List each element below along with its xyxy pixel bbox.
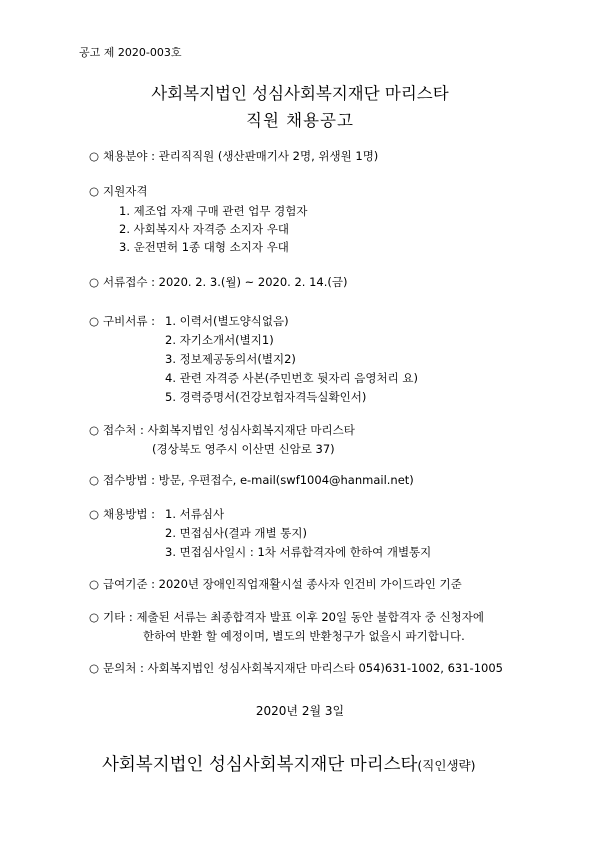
period-text: 서류접수 : 2020. 2. 3.(월) ~ 2020. 2. 14.(금) [103, 275, 348, 289]
bullet-circle: ○ [89, 314, 100, 328]
footer-org-name: 사회복지법인 성심사회복지재단 마리스타 [102, 755, 418, 775]
qualification-item: 2. 사회복지사 자격증 소지자 우대 [119, 222, 290, 236]
bullet-circle: ○ [89, 184, 100, 198]
section-hiring [89, 506, 155, 522]
document-item: 4. 관련 자격증 사본(주민번호 뒷자리 음영처리 요) [165, 371, 418, 385]
announcement-date: 2020년 2월 3일 [255, 704, 345, 718]
receiver-text: 접수처 : 사회복지법인 성심사회복지재단 마리스타 [103, 423, 355, 437]
etc-line-2: 한하여 반환 할 예정이며, 별도의 반환청구가 없을시 파기합니다. [143, 629, 465, 643]
document-item: 3. 정보제공동의서(별지2) [165, 352, 296, 366]
document-item: 2. 자기소개서(별지1) [165, 333, 274, 347]
hiring-item: 3. 면접심사일시 : 1차 서류합격자에 한하여 개별통지 [165, 545, 432, 559]
document-item: 1. 이력서(별도양식없음) [165, 314, 289, 328]
section-period [89, 274, 347, 290]
etc-line-1: 기타 : 제출된 서류는 최종합격자 발표 이후 20일 동안 불합격자 중 신청자에 [103, 610, 484, 624]
bullet-circle: ○ [89, 610, 100, 624]
salary-text: 급여기준 : 2020년 장애인직업재활시설 종사자 인건비 가이드라인 기준 [103, 577, 462, 591]
organization-title: 사회복지법인 성심사회복지재단 마리스타 [151, 84, 449, 103]
section-qualification [89, 183, 147, 199]
notice-number: 공고 제 2020-003호 [79, 46, 182, 59]
bullet-circle: ○ [89, 507, 100, 521]
documents-label: 구비서류 : [103, 314, 156, 328]
section-method [89, 472, 414, 488]
footer-organization [102, 751, 475, 776]
section-field [89, 148, 378, 164]
receiver-address: (경상북도 영주시 이산면 신암로 37) [152, 442, 335, 456]
contact-text: 문의처 : 사회복지법인 성심사회복지재단 마리스타 054)631-1002, 631-1005 [103, 661, 503, 675]
seal-omitted-note: (직인생략) [417, 758, 476, 773]
hiring-label: 채용방법 : [103, 507, 156, 521]
bullet-circle: ○ [89, 577, 100, 591]
section-contact [89, 660, 503, 676]
bullet-circle: ○ [89, 473, 100, 487]
bullet-circle: ○ [89, 275, 100, 289]
qualification-item: 3. 운전면허 1종 대형 소지자 우대 [119, 240, 289, 254]
section-receiver [89, 422, 355, 438]
section-etc [89, 609, 484, 625]
qualification-item: 1. 제조업 자재 구매 관련 업무 경험자 [119, 204, 308, 218]
field-text: 채용분야 : 관리직직원 (생산판매기사 2명, 위생원 1명) [103, 149, 379, 163]
section-documents [89, 313, 155, 329]
section-salary [89, 576, 462, 592]
document-title: 직원 채용공고 [246, 111, 354, 130]
document-item: 5. 경력증명서(건강보험자격득실확인서) [165, 390, 367, 404]
bullet-circle: ○ [89, 423, 100, 437]
method-text: 접수방법 : 방문, 우편접수, e-mail(swf1004@hanmail.net) [103, 473, 414, 487]
hiring-item: 1. 서류심사 [165, 507, 225, 521]
qualification-label: 지원자격 [103, 184, 148, 198]
bullet-circle: ○ [89, 149, 100, 163]
bullet-circle: ○ [89, 661, 100, 675]
hiring-item: 2. 면접심사(결과 개별 통지) [165, 526, 308, 540]
